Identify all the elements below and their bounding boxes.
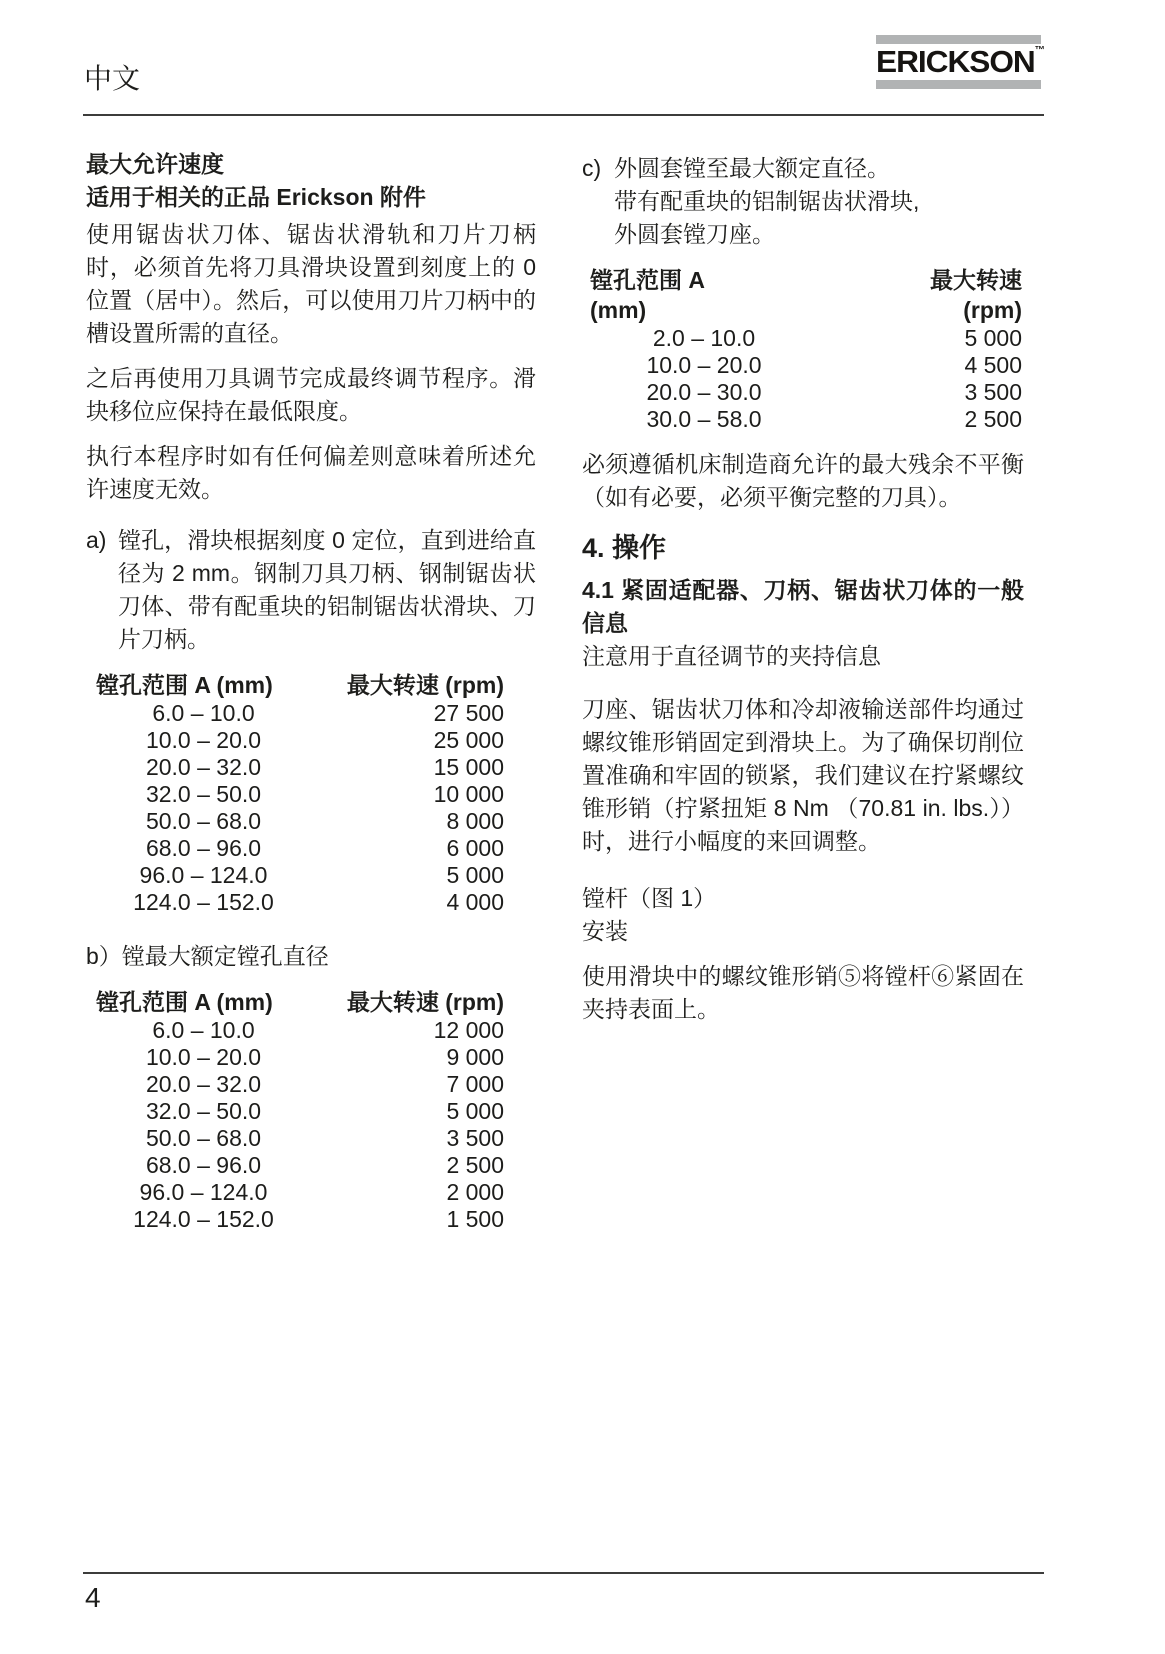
table-row (96, 808, 504, 835)
max-rpm-cell: 4 500 (964, 352, 1022, 378)
bore-range-cell: 50.0 – 68.0 (145, 808, 262, 834)
max-rpm-cell: 1 500 (446, 1206, 504, 1232)
table-b-body (96, 1017, 504, 1233)
max-rpm-cell: 12 000 (433, 1017, 504, 1043)
table-row (96, 1206, 504, 1233)
bore-range-cell: 124.0 – 152.0 (133, 889, 274, 915)
table-c-header-range: 镗孔范围 A (590, 267, 705, 293)
table-row (96, 1017, 504, 1044)
list-item-c-text (614, 152, 1024, 251)
max-rpm-cell: 2 000 (446, 1179, 504, 1205)
bore-range-cell: 10.0 – 20.0 (145, 1044, 262, 1070)
bore-range-cell: 6.0 – 10.0 (152, 700, 255, 726)
max-rpm-cell: 3 500 (446, 1125, 504, 1151)
bore-range-cell: 32.0 – 50.0 (145, 1098, 262, 1124)
paragraph-mounting: 刀座、锯齿状刀体和冷却液输送部件均通过螺纹锥形销固定到滑块上。为了确保切削位置准确和牢固的锁紧，我们建议在拧紧螺纹锥形销（拧紧扭矩 8 Nm （70.81 in. lbs.））时，进行小幅度的来回调整。 (582, 696, 1024, 854)
max-rpm-cell: 5 000 (446, 1098, 504, 1124)
max-rpm-cell: 4 000 (446, 889, 504, 915)
max-rpm-cell: 5 000 (964, 325, 1022, 351)
bore-range-cell: 6.0 – 10.0 (152, 1017, 255, 1043)
max-rpm-cell: 7 000 (446, 1071, 504, 1097)
list-marker-a: a) (86, 527, 107, 553)
speed-table-b (86, 987, 536, 1233)
table-row (96, 835, 504, 862)
table-row (96, 862, 504, 889)
bore-range-cell: 20.0 – 30.0 (646, 379, 762, 405)
table-row (590, 406, 1022, 433)
table-c-body (590, 325, 1022, 433)
item-c-line-3: 外圆套镗刀座。 (614, 221, 775, 247)
table-c-header-range-unit: (mm) (590, 297, 647, 323)
table-c-header-rpm-unit: (rpm) (963, 297, 1022, 323)
table-c-header-line1 (590, 265, 1022, 295)
table-row (96, 781, 504, 808)
language-heading: 中文 (84, 63, 141, 94)
max-rpm-cell: 2 500 (446, 1152, 504, 1178)
max-rpm-cell: 2 500 (964, 406, 1022, 432)
erickson-logo (876, 35, 1045, 89)
table-a-header-range: 镗孔范围 A (mm) (96, 672, 273, 698)
bore-range-cell: 30.0 – 58.0 (646, 406, 762, 432)
max-rpm-cell: 5 000 (446, 862, 504, 888)
max-rpm-cell: 6 000 (446, 835, 504, 861)
bore-range-cell: 96.0 – 124.0 (139, 1179, 268, 1205)
logo-top-bar (876, 35, 1041, 44)
bore-range-cell: 32.0 – 50.0 (145, 781, 262, 807)
table-row (96, 754, 504, 781)
table-row (96, 1152, 504, 1179)
list-marker-b: b） (86, 943, 122, 969)
trademark-symbol: ™ (1034, 45, 1045, 56)
table-b-header (96, 987, 504, 1017)
table-row (96, 1044, 504, 1071)
logo-wordmark (876, 44, 1044, 80)
list-item-a (86, 524, 536, 656)
bore-range-cell: 96.0 – 124.0 (139, 862, 268, 888)
max-rpm-cell: 3 500 (964, 379, 1022, 405)
table-row (590, 325, 1022, 352)
bore-range-cell: 20.0 – 32.0 (145, 1071, 262, 1097)
bore-range-cell: 2.0 – 10.0 (652, 325, 756, 351)
paragraph-install: 使用滑块中的螺纹锥形销⑤将镗杆⑥紧固在夹持表面上。 (582, 963, 1024, 1022)
table-row (96, 700, 504, 727)
table-a-header (96, 670, 504, 700)
logo-bottom-bar (876, 80, 1041, 89)
max-rpm-cell: 27 500 (433, 700, 504, 726)
item-c-line-1: 外圆套镗至最大额定直径。 (614, 155, 890, 181)
table-row (96, 1098, 504, 1125)
bore-range-cell: 10.0 – 20.0 (145, 727, 262, 753)
max-rpm-cell: 9 000 (446, 1044, 504, 1070)
max-rpm-cell: 15 000 (433, 754, 504, 780)
max-speed-heading: 最大允许速度 (86, 151, 224, 177)
table-b-header-range: 镗孔范围 A (mm) (96, 989, 273, 1015)
paragraph-unbalance: 必须遵循机床制造商允许的最大残余不平衡（如有必要，必须平衡完整的刀具）。 (582, 451, 1024, 510)
max-rpm-cell: 8 000 (446, 808, 504, 834)
table-row (96, 1071, 504, 1098)
list-item-a-text: 镗孔，滑块根据刻度 0 定位，直到进给直径为 2 mm。钢制刀具刀柄、钢制锯齿状刀体、带有配重块的铝制锯齿状滑块、刀片刀柄。 (118, 527, 536, 652)
bore-range-cell: 50.0 – 68.0 (145, 1125, 262, 1151)
installation-line: 安装 (582, 918, 628, 944)
table-row (96, 889, 504, 916)
max-rpm-cell: 10 000 (433, 781, 504, 807)
section-4-heading: 4. 操作 (582, 533, 667, 563)
table-row (96, 1179, 504, 1206)
accessories-heading: 适用于相关的正品 Erickson 附件 (86, 184, 426, 210)
table-b-header-rpm: 最大转速 (rpm) (346, 989, 504, 1015)
bore-range-cell: 68.0 – 96.0 (145, 1152, 262, 1178)
bore-range-cell: 10.0 – 20.0 (646, 352, 762, 378)
table-row (590, 352, 1022, 379)
section-4-1-heading: 4.1 紧固适配器、刀柄、锯齿状刀体的一般信息 (582, 577, 1024, 636)
table-row (96, 1125, 504, 1152)
paragraph-slide-setup: 使用锯齿状刀体、锯齿状滑轨和刀片刀柄时，必须首先将刀具滑块设置到刻度上的 0 位置（居中）。然后，可以使用刀片刀柄中的槽设置所需的直径。 (86, 221, 536, 346)
paragraph-final-adjustment: 之后再使用刀具调节完成最终调节程序。滑块移位应保持在最低限度。 (86, 365, 536, 424)
table-row (590, 379, 1022, 406)
table-c-header-line2 (590, 295, 1022, 325)
speed-table-a (86, 670, 536, 916)
left-column (86, 148, 536, 1233)
list-item-b (86, 940, 536, 973)
footer-divider (83, 1572, 1044, 1574)
table-c-header-rpm: 最大转速 (930, 267, 1022, 293)
boring-bar-line: 镗杆（图 1） (582, 885, 717, 911)
speed-table-c (582, 265, 1024, 433)
item-c-line-2: 带有配重块的铝制锯齿状滑块, (614, 188, 920, 214)
section-4-1-note: 注意用于直径调节的夹持信息 (582, 643, 881, 669)
right-column (582, 148, 1024, 1026)
boring-bar-block (582, 882, 1024, 948)
paragraph-deviation-warning: 执行本程序时如有任何偏差则意味着所述允许速度无效。 (86, 443, 536, 502)
table-row (96, 727, 504, 754)
header-divider (83, 114, 1044, 116)
table-a-body (96, 700, 504, 916)
list-item-b-text: 镗最大额定镗孔直径 (121, 943, 329, 969)
bore-range-cell: 20.0 – 32.0 (145, 754, 262, 780)
list-item-c (582, 152, 1024, 251)
table-a-header-rpm: 最大转速 (rpm) (346, 672, 504, 698)
list-marker-c: c) (582, 155, 602, 181)
bore-range-cell: 124.0 – 152.0 (133, 1206, 274, 1232)
logo-text: ERICKSON (876, 44, 1035, 79)
page-number: 4 (85, 1582, 101, 1613)
max-rpm-cell: 25 000 (433, 727, 504, 753)
bore-range-cell: 68.0 – 96.0 (145, 835, 262, 861)
